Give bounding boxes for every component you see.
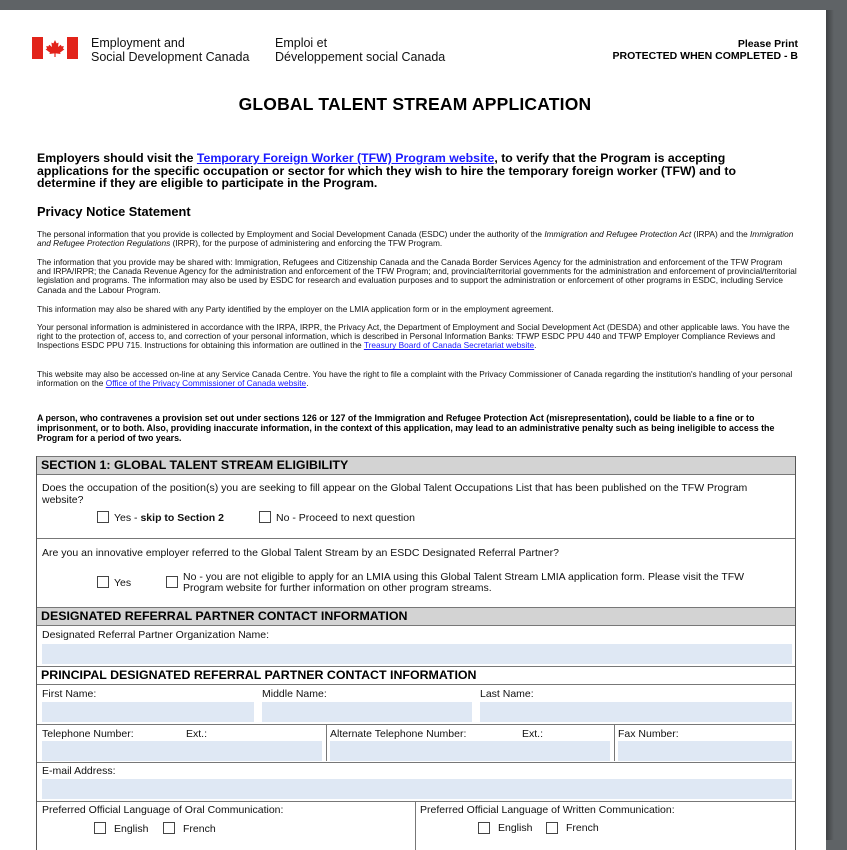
document-page bbox=[0, 10, 826, 850]
q1-no-label: No - Proceed to next question bbox=[276, 512, 415, 524]
q2-no-label: No - you are not eligible to apply for an LMIA using this Global Talent Stream LMIA application form. Please visit the TFW Program website for further information on other program streams. bbox=[183, 571, 745, 594]
please-print-label: Please Print bbox=[737, 38, 798, 50]
privacy-paragraph-3: This information may also be shared with any Party identified by the employer on the LMIA application form or in the employment agreement. bbox=[37, 304, 554, 314]
oral-french-label: French bbox=[183, 823, 216, 835]
protected-label: PROTECTED WHEN COMPLETED - B bbox=[612, 50, 798, 62]
divider bbox=[326, 724, 327, 761]
section-1-heading: SECTION 1: GLOBAL TALENT STREAM ELIGIBILITY bbox=[37, 456, 795, 475]
form-title: GLOBAL TALENT STREAM APPLICATION bbox=[238, 94, 592, 114]
intro-text-end: , to verify that the Program is accepting applications for the specific occupation or sector for which they wish to hire the temporary foreign worker (TFW) and to determine if they are eligible to participate in the Program. bbox=[37, 151, 736, 190]
privacy-paragraph-5: This website may also be accessed on-line at any Service Canada Centre. You have the right to file a complaint with the Privacy Commissioner of Canada regarding the institution's handling of your personal information on the Office of the Privacy Commissioner of Canada website. bbox=[37, 369, 793, 389]
alt-telephone-label: Alternate Telephone Number: bbox=[330, 728, 467, 740]
alt-ext-label: Ext.: bbox=[522, 728, 544, 740]
middle-name-label: Middle Name: bbox=[262, 688, 327, 700]
fax-label: Fax Number: bbox=[618, 728, 679, 740]
privacy-paragraph-4: Your personal information is administered in accordance with the IRPA, IRPR, the Privacy Act, the Department of Employment and Social Development Act (DESDA) and other applicable laws. You have the right to the protection of, access to, and correction of your personal information, which is described in Personal Information Banks: TFWP ESDC PPU 440 and TFWP Employer Compliance Reviews and Inspections ESDC PPU 715. Instructions for obtaining this information are outlined in the Treasury Board of Canada Secretariat website. bbox=[37, 322, 790, 351]
drp-org-name-field[interactable] bbox=[42, 644, 792, 664]
last-name-field[interactable] bbox=[480, 702, 792, 722]
first-name-field[interactable] bbox=[42, 702, 254, 722]
email-label: E-mail Address: bbox=[42, 765, 116, 777]
q2-yes-label: Yes bbox=[114, 577, 132, 589]
telephone-field[interactable] bbox=[42, 741, 322, 761]
email-field[interactable] bbox=[42, 779, 792, 799]
divider bbox=[614, 724, 615, 761]
divider bbox=[37, 762, 795, 763]
alt-telephone-field[interactable] bbox=[330, 741, 610, 761]
written-english-checkbox[interactable] bbox=[478, 822, 490, 834]
q2-yes-checkbox[interactable] bbox=[97, 576, 109, 588]
written-french-label: French bbox=[566, 822, 599, 834]
principal-contact-heading: PRINCIPAL DESIGNATED REFERRAL PARTNER CONTACT INFORMATION bbox=[37, 666, 795, 685]
oral-english-label: English bbox=[114, 823, 149, 835]
divider bbox=[37, 801, 795, 802]
page-shadow bbox=[826, 10, 834, 840]
intro-text-start: Employers should visit the bbox=[37, 151, 197, 165]
privacy-paragraph-1: The personal information that you provide is collected by Employment and Social Development Canada (ESDC) under the authority of the Immigration and Refugee Protection Act (IRPA) and the Immigration and Refugee Protection Regulations (IRPR), for the purpose of administering and enforcing the TFW Program. bbox=[37, 229, 794, 249]
telephone-label: Telephone Number: bbox=[42, 728, 134, 740]
ext-label: Ext.: bbox=[186, 728, 208, 740]
drp-contact-heading: DESIGNATED REFERRAL PARTNER CONTACT INFORMATION bbox=[37, 607, 795, 626]
misrepresentation-warning: A person, who contravenes a provision set out under sections 126 or 127 of the Immigration and Refugee Protection Act (misrepresentation), could be liable to a fine or to imprisonment, or to both. Also, providing inaccurate information, in the context of this application, may lead to an administrative penalty such as being ineligible to access the Program for a period of two years. bbox=[37, 413, 775, 443]
written-english-label: English bbox=[498, 822, 533, 834]
oral-french-checkbox[interactable] bbox=[163, 822, 175, 834]
divider bbox=[415, 801, 416, 850]
middle-name-field[interactable] bbox=[262, 702, 472, 722]
intro-paragraph bbox=[37, 152, 797, 190]
privacy-paragraph-2: The information that you provide may be shared with: Immigration, Refugees and Citizenship Canada and the Canada Border Services Agency for the administration and enforcement of the TFW Program and IRPA/IRPR; the Canada Revenue Agency for the administration and enforcement of the TFW Program; and, provincial/territorial governments for the administration and enforcement of provincial/territorial legislation and programs. The information may also be used by ESDC for research and evaluation purposes and to support the administration or enforcement of other programs in ESDC, including Service Canada and the Labour Program. bbox=[37, 257, 797, 295]
protection-notice bbox=[613, 38, 799, 62]
treasury-board-link[interactable]: Treasury Board of Canada Secretariat website bbox=[363, 340, 535, 351]
fax-field[interactable] bbox=[618, 741, 792, 761]
privacy-commissioner-link[interactable]: Office of the Privacy Commissioner of Canada website bbox=[105, 378, 307, 389]
question-occupation-list: Does the occupation of the position(s) you are seeking to fill appear on the Global Talent Occupations List that has been published on the TFW Program website? bbox=[42, 482, 748, 506]
written-french-checkbox[interactable] bbox=[546, 822, 558, 834]
divider bbox=[37, 724, 795, 725]
divider bbox=[37, 538, 795, 539]
q1-yes-label: Yes - skip to Section 2 bbox=[114, 512, 224, 524]
department-name-french: Emploi et Développement social Canada bbox=[275, 36, 446, 64]
first-name-label: First Name: bbox=[42, 688, 97, 700]
q2-no-checkbox[interactable] bbox=[166, 576, 178, 588]
q1-yes-checkbox[interactable] bbox=[97, 511, 109, 523]
privacy-heading: Privacy Notice Statement bbox=[37, 204, 191, 219]
oral-english-checkbox[interactable] bbox=[94, 822, 106, 834]
last-name-label: Last Name: bbox=[480, 688, 534, 700]
tfw-program-website-link[interactable]: Temporary Foreign Worker (TFW) Program website bbox=[196, 151, 495, 165]
canada-flag-icon bbox=[32, 37, 78, 59]
question-referral: Are you an innovative employer referred to the Global Talent Stream by an ESDC Designated Referral Partner? bbox=[42, 547, 559, 559]
oral-language-label: Preferred Official Language of Oral Communication: bbox=[42, 804, 284, 816]
q1-no-checkbox[interactable] bbox=[259, 511, 271, 523]
drp-org-name-label: Designated Referral Partner Organization Name: bbox=[42, 629, 270, 641]
written-language-label: Preferred Official Language of Written Communication: bbox=[420, 804, 675, 816]
department-name-english: Employment and Social Development Canada bbox=[91, 36, 250, 64]
